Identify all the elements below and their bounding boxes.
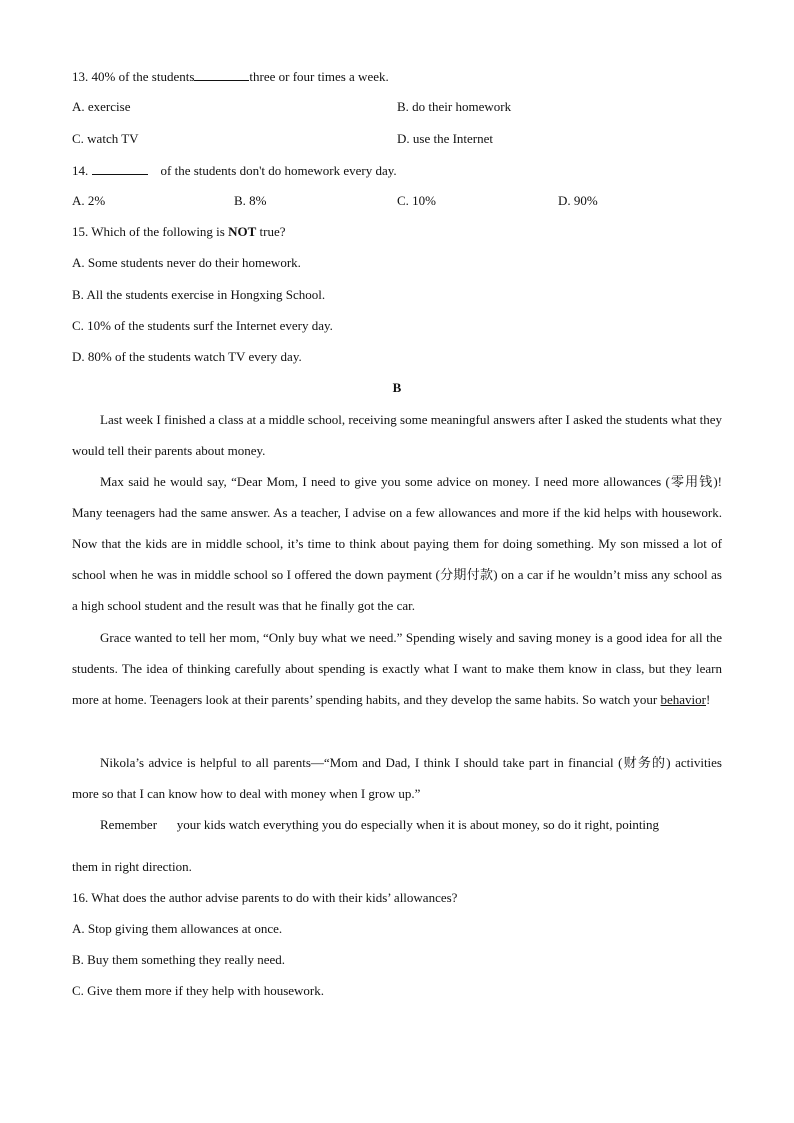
q14-number: 14.: [72, 163, 89, 178]
passage-p5-start: Remember: [100, 817, 158, 832]
q15-stem-post: true?: [256, 224, 286, 239]
q13-stem: [72, 68, 389, 85]
p5-blank[interactable]: [157, 817, 167, 829]
passage-p3-text: Grace wanted to tell her mom, “Only buy what we need.” Spending wisely and saving money is a good idea for all the students. The idea of thinking carefully about spending is exactly what I want to make them know in class, but they learn more at home. Teenagers look at their parents’ spending habits, and they develop the same habits. So watch your: [72, 630, 722, 707]
q16-option-a[interactable]: A. Stop giving them allowances at once.: [72, 921, 283, 936]
q15-option-a[interactable]: A. Some students never do their homework.: [72, 255, 301, 270]
passage-paragraph-1: Last week I finished a class at a middle school, receiving some meaningful answers after I asked the students what they would tell their parents about money.: [72, 412, 722, 458]
underlined-word-behavior: behavior: [660, 692, 706, 707]
q16-stem: 16. What does the author advise parents to do with their kids’ allowances?: [72, 890, 458, 905]
q13-blank[interactable]: [194, 68, 249, 81]
q16-option-c[interactable]: C. Give them more if they help with housework.: [72, 983, 325, 998]
q14-option-c[interactable]: C. 10%: [397, 193, 436, 208]
q13-option-d[interactable]: D. use the Internet: [397, 131, 494, 146]
passage-paragraph-5-line-1: [100, 817, 659, 833]
passage-paragraph-5-line-2: them in right direction.: [72, 859, 192, 874]
q14-option-d[interactable]: D. 90%: [558, 193, 598, 208]
passage-paragraph-2: Max said he would say, “Dear Mom, I need to give you some advice on money. I need more allowances (零用钱)! Many teenagers had the same answer. As a teacher, I advise on a few allowances and more if the kid helps with housework. Now that the kids are in middle school, it’s time to think about paying them for doing something. My son missed a lot of school when he was in middle school so I offered the down payment (分期付款) on a car if he wouldn’t miss any school as a high school student and the result was that he finally got the car.: [72, 474, 722, 613]
passage-p3-end: !: [706, 692, 711, 707]
q13-option-a[interactable]: A. exercise: [72, 99, 131, 114]
q14-option-b[interactable]: B. 8%: [234, 193, 267, 208]
passage-p5-rest: your kids watch everything you do especially when it is about money, so do it right, pointing: [176, 817, 660, 832]
section-title: B: [392, 380, 402, 395]
q15-option-c[interactable]: C. 10% of the students surf the Internet every day.: [72, 318, 333, 333]
q13-option-b[interactable]: B. do their homework: [397, 99, 512, 114]
q15-stem: [72, 224, 286, 240]
q14-rest: of the students don't do homework every day.: [160, 163, 397, 178]
q13-rest: three or four times a week.: [249, 69, 389, 84]
q15-stem-not: NOT: [228, 224, 257, 239]
q14-blank[interactable]: [92, 162, 148, 175]
q14-option-a[interactable]: A. 2%: [72, 193, 106, 208]
q15-stem-pre: 15. Which of the following is: [72, 224, 229, 239]
q16-option-b[interactable]: B. Buy them something they really need.: [72, 952, 286, 967]
q13-option-c[interactable]: C. watch TV: [72, 131, 139, 146]
q14-stem: [72, 162, 397, 179]
passage-paragraph-3: [72, 622, 722, 715]
q15-option-d[interactable]: D. 80% of the students watch TV every day.: [72, 349, 302, 364]
passage-paragraph-4: Nikola’s advice is helpful to all parents—“Mom and Dad, I think I should take part in financial (财务的) activities more so that I can know how to deal with money when I grow up.”: [72, 755, 722, 801]
q15-option-b[interactable]: B. All the students exercise in Hongxing School.: [72, 287, 326, 302]
q13-number: 13. 40% of the students: [72, 69, 195, 84]
